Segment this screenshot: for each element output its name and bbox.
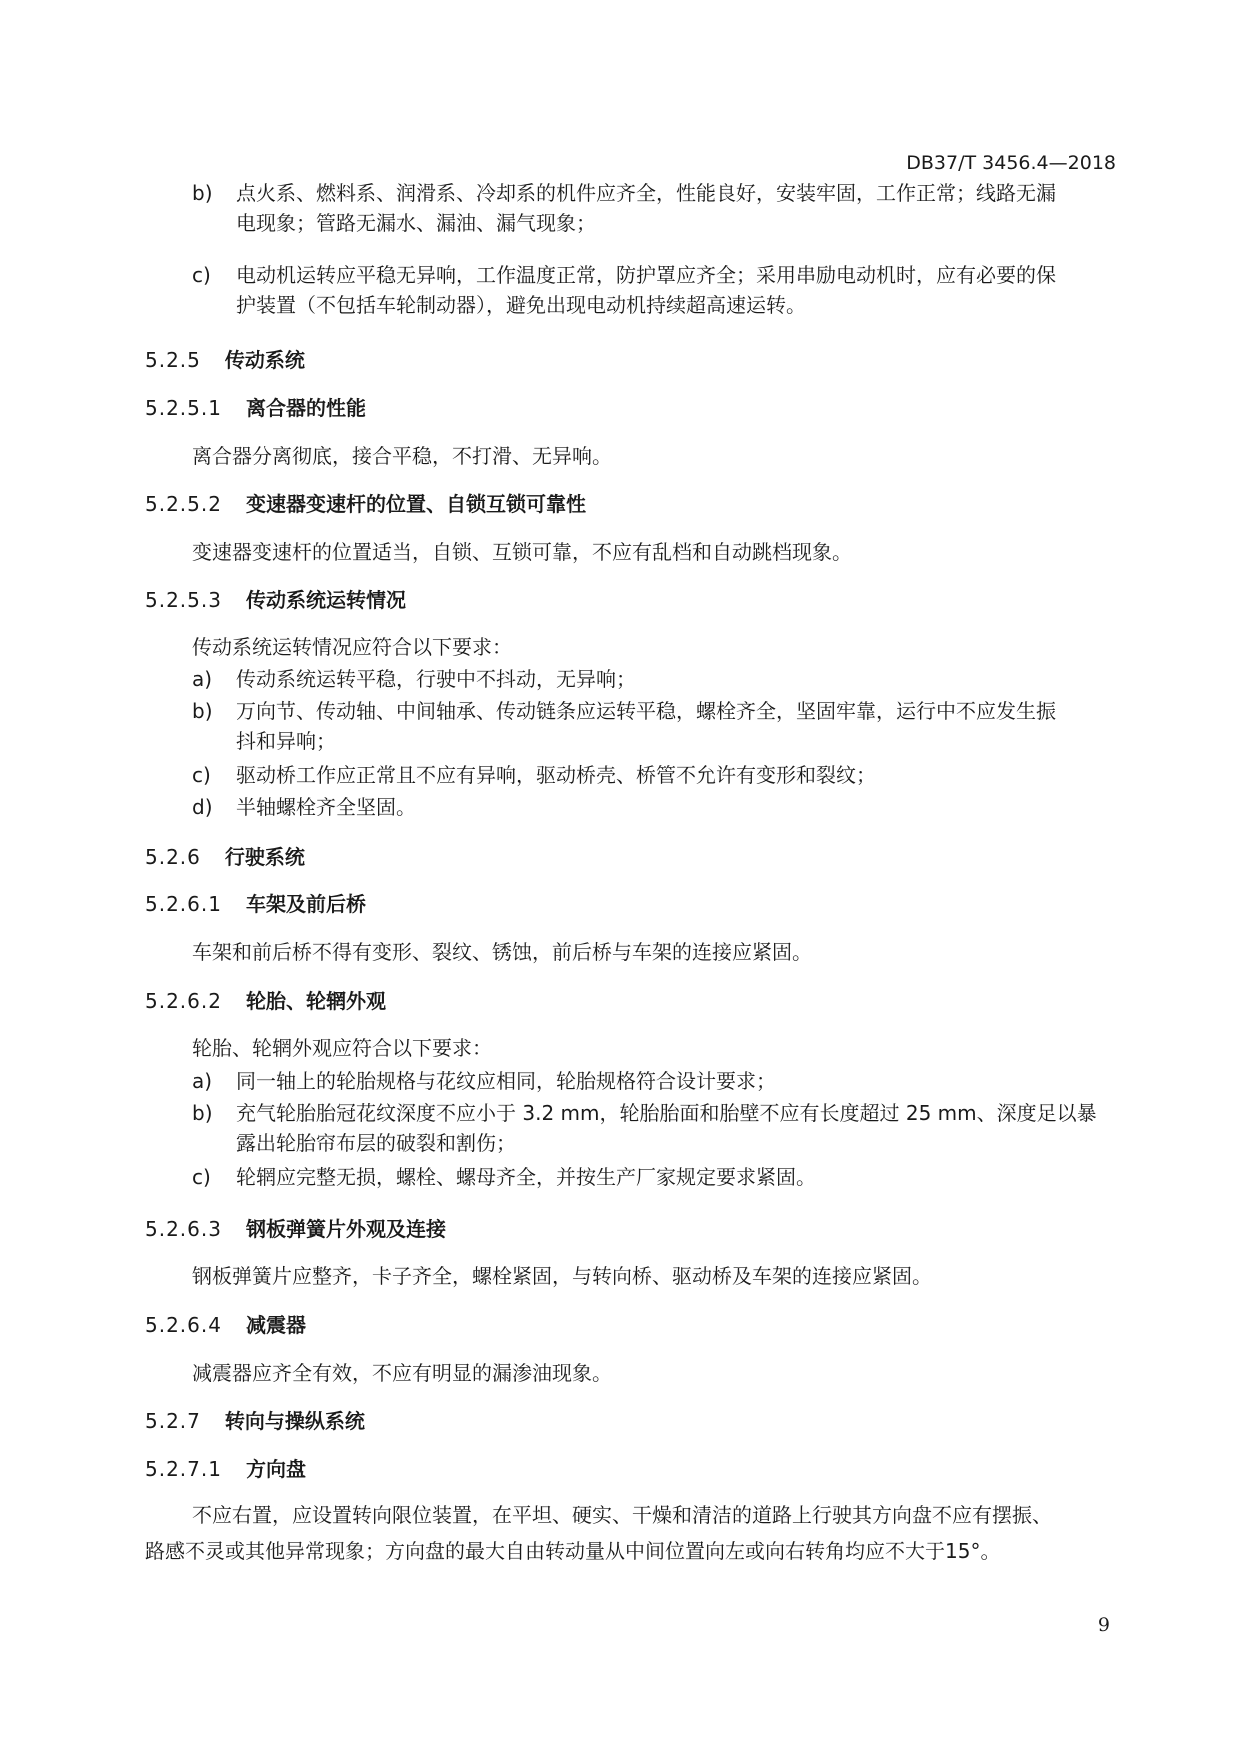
paragraph: 减震器应齐全有效，不应有明显的漏渗油现象。 [192,1361,612,1385]
subsection-heading [145,1214,446,1244]
section-title: 传动系统 [224,348,305,372]
section-title: 方向盘 [245,1457,306,1481]
subsection-heading [145,1454,306,1484]
list-text: 充气轮胎胎冠花纹深度不应小于 3.2 mm，轮胎胎面和胎壁不应有长度超过 25 mm、深度足以暴 露出轮胎帘布层的破裂和割伤； [236,1101,1097,1155]
list-marker: c) [192,263,211,287]
section-title: 钢板弹簧片外观及连接 [245,1217,446,1241]
list-marker: b) [192,1101,213,1125]
section-number: 5.2.5.2 [145,492,222,516]
section-title: 离合器的性能 [245,396,366,420]
section-number: 5.2.7.1 [145,1457,222,1481]
section-number: 5.2.6.3 [145,1217,222,1241]
list-marker: b) [192,699,213,723]
paragraph: 钢板弹簧片应整齐，卡子齐全，螺栓紧固，与转向桥、驱动桥及车架的连接应紧固。 [192,1264,932,1288]
section-number: 5.2.6.1 [145,892,222,916]
page-number: 9 [1097,1614,1110,1636]
subsection-heading [145,393,366,423]
section-title: 轮胎、轮辋外观 [245,989,386,1013]
subsection-heading [145,889,366,919]
list-marker: a) [192,1069,213,1093]
paragraph: 车架和前后桥不得有变形、裂纹、锈蚀，前后桥与车架的连接应紧固。 [192,940,812,964]
list-text: 传动系统运转平稳，行驶中不抖动，无异响； [236,667,636,691]
paragraph: 离合器分离彻底，接合平稳，不打滑、无异响。 [192,444,612,468]
section-number: 5.2.6.2 [145,989,222,1013]
section-number: 5.2.5.1 [145,396,222,420]
subsection-heading [145,1310,306,1340]
section-title: 传动系统运转情况 [245,588,406,612]
section-heading [145,345,305,375]
list-text: 驱动桥工作应正常且不应有异响，驱动桥壳、桥管不允许有变形和裂纹； [236,763,876,787]
paragraph: 不应右置，应设置转向限位装置，在平坦、硬实、干燥和清洁的道路上行驶其方向盘不应有摆振、 路感不灵或其他异常现象；方向盘的最大自由转动量从中间位置向左或向右转角均应不大于15°。 [145,1503,1052,1563]
section-number: 5.2.5 [145,348,201,372]
section-number: 5.2.6.4 [145,1313,222,1337]
list-marker: a) [192,667,213,691]
section-title: 行驶系统 [224,845,305,869]
section-title: 变速器变速杆的位置、自锁互锁可靠性 [245,492,586,516]
list-marker: b) [192,181,213,205]
section-number: 5.2.6 [145,845,201,869]
list-text: 点火系、燃料系、润滑系、冷却系的机件应齐全，性能良好，安装牢固，工作正常；线路无漏 电现象；管路无漏水、漏油、漏气现象； [236,181,1056,235]
section-heading [145,842,305,872]
list-text: 电动机运转应平稳无异响，工作温度正常，防护罩应齐全；采用串励电动机时，应有必要的保 护装置（不包括车轮制动器），避免出现电动机持续超高速运转。 [236,263,1056,317]
section-title: 车架及前后桥 [245,892,366,916]
list-text: 同一轴上的轮胎规格与花纹应相同，轮胎规格符合设计要求； [236,1069,776,1093]
subsection-heading [145,986,386,1016]
section-heading [145,1406,365,1436]
section-title: 减震器 [245,1313,306,1337]
subsection-heading [145,489,586,519]
list-marker: c) [192,763,211,787]
section-title: 转向与操纵系统 [224,1409,365,1433]
list-marker: c) [192,1165,211,1189]
list-text: 万向节、传动轴、中间轴承、传动链条应运转平稳，螺栓齐全，坚固牢靠，运行中不应发生振 抖和异响； [236,699,1056,753]
document-code: DB37/T 3456.4—2018 [906,152,1116,174]
subsection-heading [145,585,406,615]
paragraph: 传动系统运转情况应符合以下要求： [192,635,512,659]
list-text: 轮辋应完整无损，螺栓、螺母齐全，并按生产厂家规定要求紧固。 [236,1165,816,1189]
section-number: 5.2.5.3 [145,588,222,612]
paragraph: 轮胎、轮辋外观应符合以下要求： [192,1036,492,1060]
list-marker: d) [192,795,213,819]
paragraph: 变速器变速杆的位置适当，自锁、互锁可靠，不应有乱档和自动跳档现象。 [192,540,852,564]
list-text: 半轴螺栓齐全坚固。 [236,795,416,819]
section-number: 5.2.7 [145,1409,201,1433]
